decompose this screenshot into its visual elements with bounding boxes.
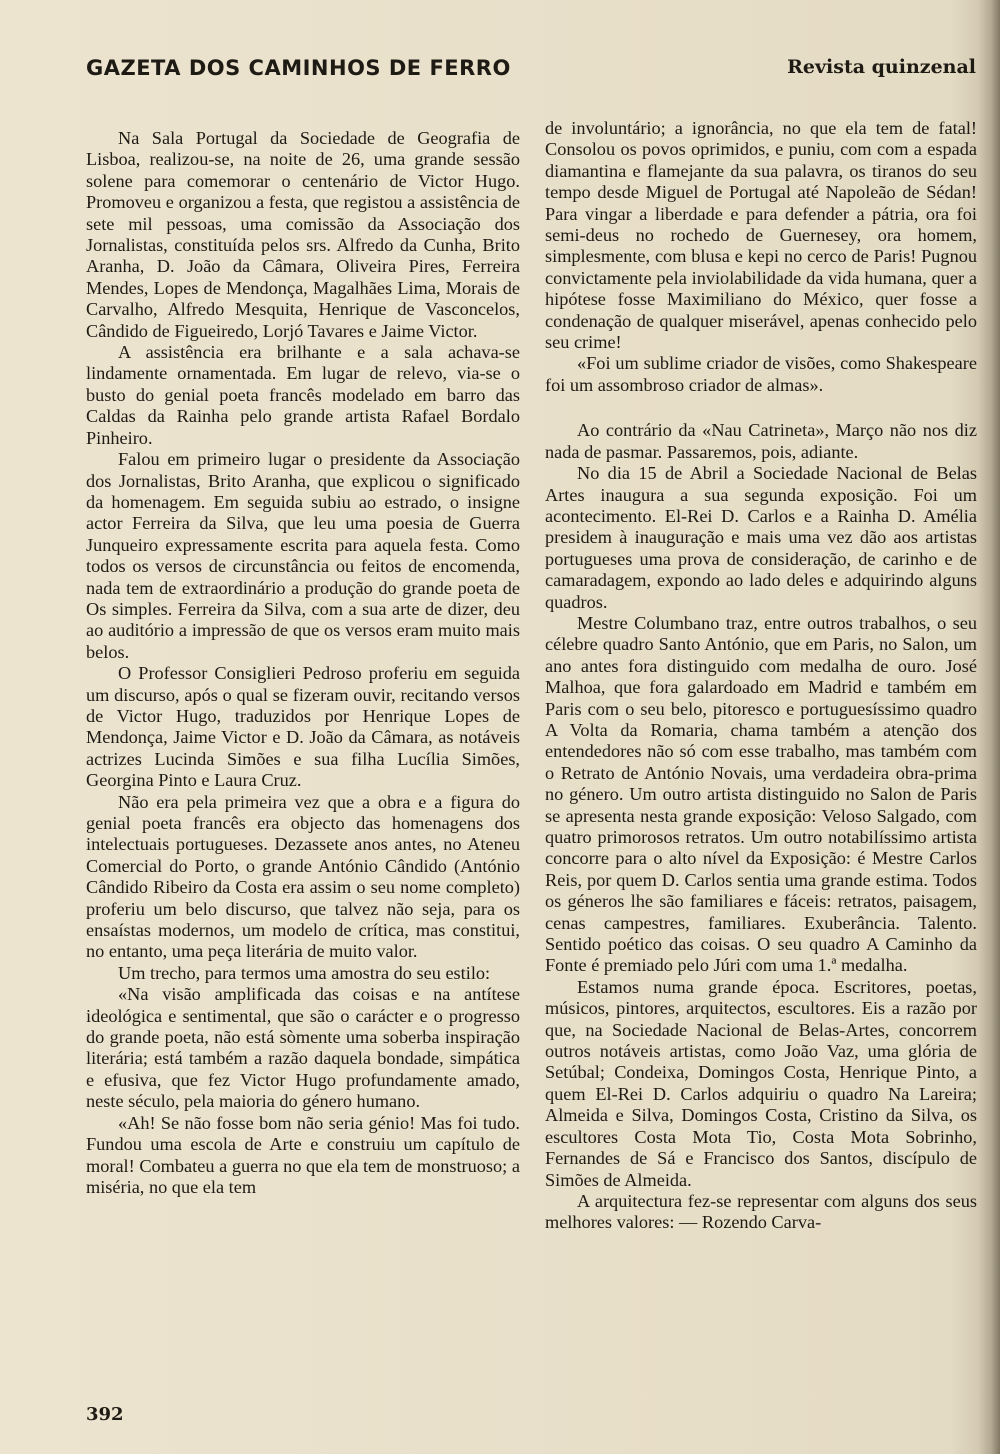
paragraph: Estamos numa grande época. Escritores, poetas, músicos, pintores, arquitectos, escultores. Eis a razão por que, na Sociedade Nacional de Belas-Artes, concorrem outros notáveis artistas, como João Vaz, uma glória de Setúbal; Condeixa, Domingos Costa, Henrique Pinto, a quem El-Rei D. Carlos adquiriu o quadro Na Lareira; Almeida e Silva, Domingos Costa, Cristino da Silva, os escultores Costa Mota Tio, Costa Mota Sobrinho, Fernandes de Sá e Francisco dos Santos, discípulo de Simões de Almeida. bbox=[545, 976, 977, 1190]
revista-subtitle: Revista quinzenal bbox=[787, 56, 976, 78]
paragraph: Não era pela primeira vez que a obra e a figura do genial poeta francês era objecto das homenagens dos intelectuais portugueses. Dezassete anos antes, no Ateneu Comercial do Porto, o grande António Cândido (António Cândido Ribeiro da Costa era assim o seu nome completo) proferiu um belo discurso, que talvez não seja, para os ensaístas modernos, um modelo de crítica, mas constitui, no entanto, uma peça literária de muito valor. bbox=[86, 791, 520, 962]
quote-paragraph: «Foi um sublime criador de visões, como Shakespeare foi um assombroso criador de almas». bbox=[545, 353, 977, 395]
quote-continuation: de involuntário; a ignorância, no que ela tem de fatal! Consolou os povos oprimidos, e puniu, com com a espada diamantina e flamejante da sua palavra, os tiranos do seu tempo desde Miguel de Portugal até Napoleão de Sédan! Para vingar a liberdade e para defender a pátria, ora foi semi-deus no rochedo de Guernesey, ora homem, simplesmente, com blusa e kepi no cerco de Paris! Pugnou convictamente pela inviolabilidade da vida humana, quer a hipótese fosse Maximiliano do México, quer fosse a condenação de qualquer miserável, apenas conhecido pelo seu crime! bbox=[545, 118, 977, 353]
left-column bbox=[86, 128, 520, 1198]
journal-title: GAZETA DOS CAMINHOS DE FERRO bbox=[86, 56, 511, 80]
paragraph: A arquitectura fez-se representar com alguns dos seus melhores valores: — Rozendo Carva- bbox=[545, 1190, 977, 1233]
paragraph: A assistência era brilhante e a sala achava-se lindamente ornamentada. Em lugar de relevo, via-se o busto do genial poeta francês modelado em barro das Caldas da Rainha pelo grande artista Rafael Bordalo Pinheiro. bbox=[86, 342, 520, 448]
paragraph: Mestre Columbano traz, entre outros trabalhos, o seu célebre quadro Santo António, que em Paris, no Salon, um ano antes fora distinguido com medalha de ouro. José Malhoa, que fora galardoado em Madrid e também em Paris com o seu belo, pitoresco e portuguesíssimo quadro A Volta da Romaria, chama também a atenção dos entendedores não só com esse trabalho, mas também com o Retrato de António Novais, uma verdadeira obra-prima no género. Um outro artista distinguido no Salon de Paris se apresenta nesta grande exposição: Veloso Salgado, com quatro primorosos retratos. Um outro notabilíssimo artista concorre para o alto nível da Exposição: é Mestre Carlos Reis, por quem D. Carlos sentia uma grande estima. Todos os géneros lhe são familiares e fáceis: retratos, paisagem, cenas campestres, familiares. Exuberância. Talento. Sentido poético das coisas. O seu quadro A Caminho da Fonte é premiado pelo Júri com uma 1.ª medalha. bbox=[545, 612, 977, 976]
running-head bbox=[86, 52, 976, 88]
paragraph: O Professor Consiglieri Pedroso proferiu em seguida um discurso, após o qual se fizeram ouvir, recitando versos de Victor Hugo, traduzidos por Henrique Lopes de Mendonça, Jaime Victor e D. João da Câmara, as notáveis actrizes Lucinda Simões e sua filha Lucília Simões, Georgina Pinto e Laura Cruz. bbox=[86, 663, 520, 791]
page-edge-shadow bbox=[978, 0, 1000, 1454]
quote-paragraph: «Ah! Se não fosse bom não seria génio! Mas foi tudo. Fundou uma escola de Arte e construiu um capítulo de moral! Combateu a guerra no que ela tem de monstruoso; a miséria, no que ela tem bbox=[86, 1112, 520, 1197]
paragraph: No dia 15 de Abril a Sociedade Nacional de Belas Artes inaugura a sua segunda exposição. Foi um acontecimento. El-Rei D. Carlos e a Rainha D. Amélia presidem à inauguração e mais uma vez dão aos artistas portugueses uma prova de consideração, de carinho e de camaradagem, expondo ao lado deles e adquirindo alguns quadros. bbox=[545, 463, 977, 612]
paragraph: Na Sala Portugal da Sociedade de Geografia de Lisboa, realizou-se, na noite de 26, uma grande sessão solene para comemorar o centenário de Victor Hugo. Promoveu e organizou a festa, que registou a assistência de sete mil pessoas, uma comissão da Associação dos Jornalistas, constituída pelos srs. Alfredo da Cunha, Brito Aranha, D. João da Câmara, Oliveira Pires, Ferreira Mendes, Lopes de Mendonça, Magalhães Lima, Morais de Carvalho, Alfredo Mesquita, Henrique de Vasconcelos, Cândido de Figueiredo, Lorjó Tavares e Jaime Victor. bbox=[86, 128, 520, 341]
section-gap bbox=[545, 396, 977, 420]
quote-paragraph: «Na visão amplificada das coisas e na antítese ideológica e sentimental, que são o carácter e o progresso do grande poeta, não está sòmente uma soberba inspiração literária; está também a razão daquela bondade, simpática e efusiva, que fez Victor Hugo profundamente amado, neste século, pela maioria do género humano. bbox=[86, 984, 520, 1112]
paragraph: Um trecho, para termos uma amostra do seu estilo: bbox=[118, 962, 491, 983]
right-column bbox=[545, 118, 977, 1234]
paragraph: Falou em primeiro lugar o presidente da Associação dos Jornalistas, Brito Aranha, que explicou o significado da homenagem. Em seguida subiu ao estrado, o insigne actor Ferreira da Silva, que leu uma poesia de Guerra Junqueiro expressamente escrita para aquela festa. Como todos os versos de circunstância ou feitos de encomenda, nada tem de extraordinário a produção do grande poeta de Os simples. Ferreira da Silva, com a sua arte de dizer, deu ao auditório a impressão de que os versos eram muito mais belos. bbox=[86, 449, 520, 662]
paragraph: Ao contrário da «Nau Catrineta», Março não nos diz nada de pasmar. Passaremos, pois, adiante. bbox=[545, 420, 977, 462]
page-number: 392 bbox=[86, 1404, 124, 1425]
